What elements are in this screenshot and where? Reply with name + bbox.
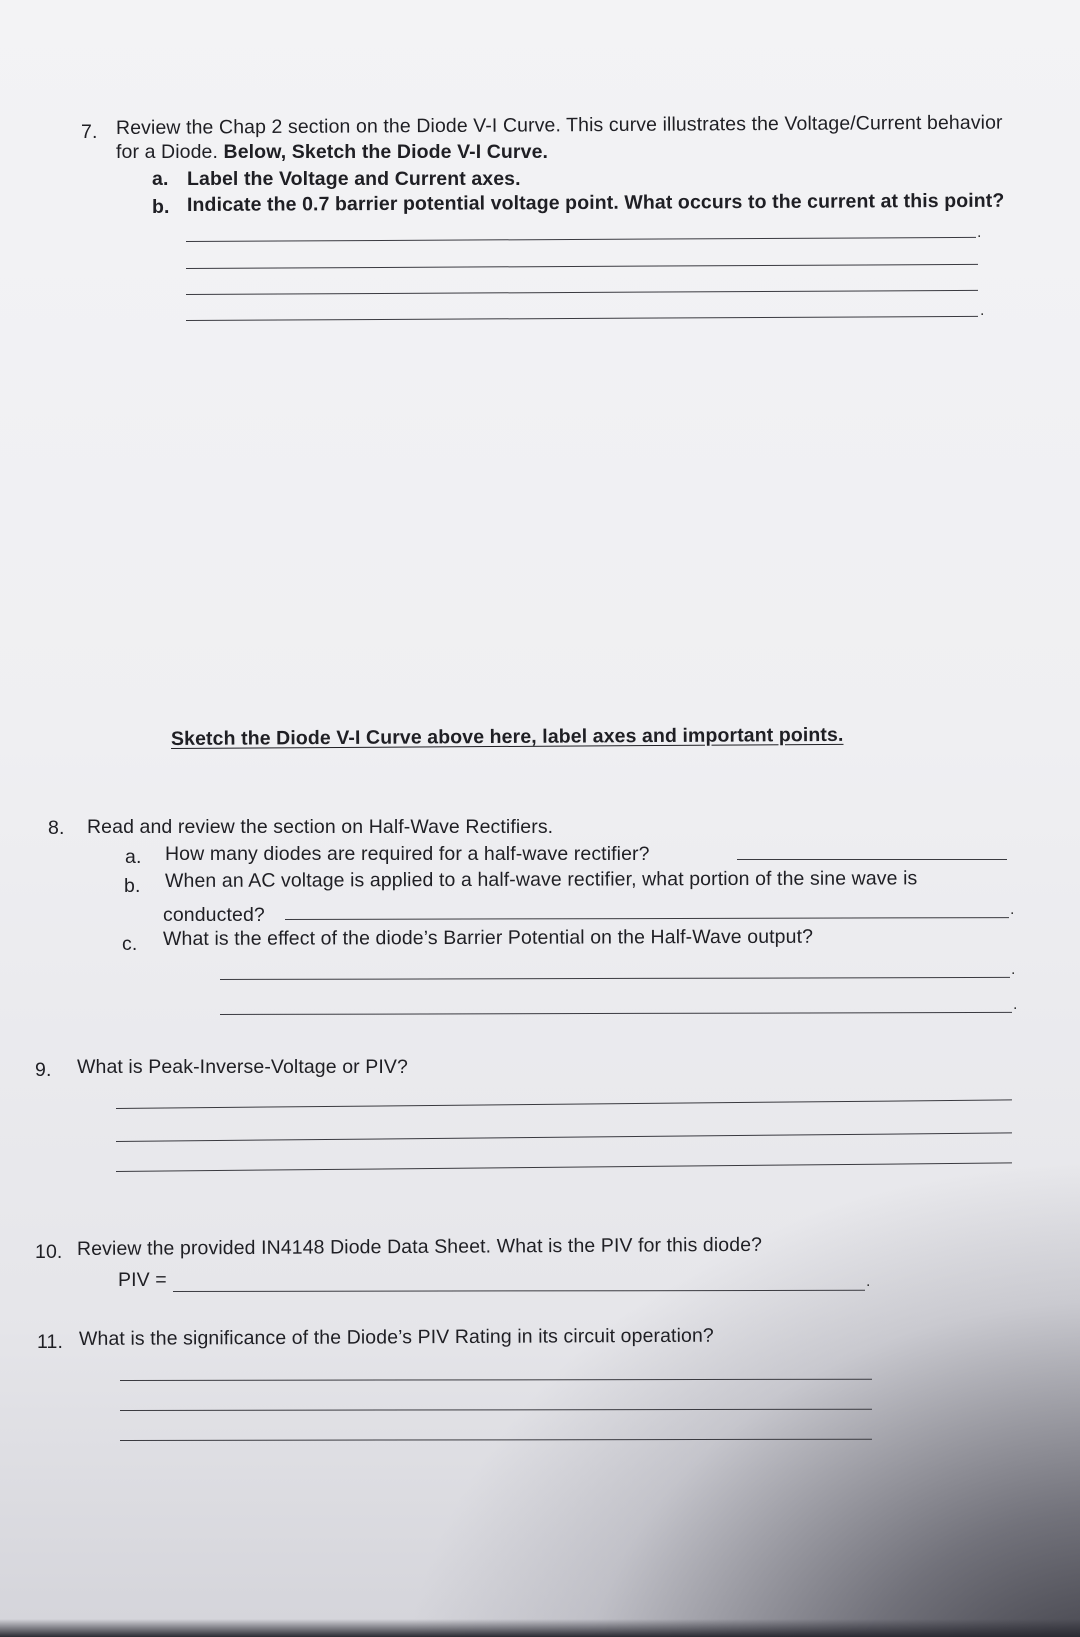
page-bottom-edge (0, 1619, 1080, 1637)
q8b-answer-period: . (1010, 901, 1015, 918)
q8a-label: a. (125, 846, 142, 868)
q9-answer-line-3[interactable] (116, 1162, 1012, 1172)
q8a-text: How many diodes are required for a half-wave rectifier? (165, 843, 650, 865)
q7-text-line2-normal: for a Diode. (116, 141, 224, 163)
q8c-answer-line-1[interactable] (220, 977, 1010, 980)
q11-text: What is the significance of the Diode’s PIV Rating in its circuit operation? (78, 1324, 714, 1350)
q7-number: 7. (81, 121, 98, 143)
q10-text: Review the provided IN4148 Diode Data Sheet. What is the PIV for this diode? (76, 1233, 763, 1260)
q8c-answer-period-1: . (1011, 961, 1016, 978)
q8-text: Read and review the section on Half-Wave Rectifiers. (87, 816, 554, 838)
q7a-text: Label the Voltage and Current axes. (187, 168, 521, 190)
q11-number: 11. (37, 1331, 63, 1353)
q11-answer-line-1[interactable] (120, 1379, 872, 1381)
q9-answer-line-2[interactable] (116, 1132, 1012, 1142)
q8c-text: What is the effect of the diode’s Barrier Potential on the Half-Wave output? (162, 925, 814, 950)
q8-number: 8. (48, 817, 65, 839)
q8a-answer-line[interactable] (737, 859, 1007, 860)
sketch-area[interactable] (120, 330, 980, 710)
q7b-answer-line-4[interactable] (186, 316, 978, 321)
q8b-text-cont: conducted? (163, 904, 265, 926)
q8c-label: c. (122, 933, 138, 955)
q10-piv-answer-line[interactable] (173, 1290, 865, 1292)
q10-number: 10. (35, 1241, 63, 1263)
q8b-answer-line[interactable] (285, 917, 1009, 920)
q10-piv-label: PIV = (118, 1269, 167, 1291)
q8b-label: b. (124, 875, 141, 897)
q9-text: What is Peak-Inverse-Voltage or PIV? (77, 1056, 408, 1078)
q7b-text: Indicate the 0.7 barrier potential voltage point. What occurs to the current at this point? (186, 189, 1005, 216)
q7b-answer-line-3[interactable] (186, 290, 978, 295)
q7b-answer-period-4: . (980, 302, 985, 319)
q10-answer-period: . (866, 1273, 871, 1290)
q11-answer-line-2[interactable] (120, 1409, 872, 1411)
q11-answer-line-3[interactable] (120, 1439, 872, 1441)
sketch-caption: Sketch the Diode V-I Curve above here, label axes and important points. (170, 723, 844, 750)
q7-text-line2-bold: Below, Sketch the Diode V-I Curve. (223, 141, 549, 163)
q7-text-line1: Review the Chap 2 section on the Diode V-I Curve. This curve illustrates the Voltage/Current behavior (115, 111, 1003, 139)
q9-number: 9. (35, 1059, 52, 1081)
q8b-text: When an AC voltage is applied to a half-wave rectifier, what portion of the sine wave is (164, 867, 918, 892)
q7b-answer-period-1: . (977, 224, 982, 241)
q7b-answer-line-2[interactable] (186, 264, 978, 269)
q7b-answer-line-1[interactable] (186, 237, 976, 242)
q8c-answer-period-2: . (1013, 996, 1018, 1013)
q8c-answer-line-2[interactable] (220, 1012, 1012, 1015)
q7a-label: a. (152, 168, 169, 190)
q7-text-line2 (116, 140, 548, 164)
q9-answer-line-1[interactable] (116, 1099, 1012, 1109)
q7b-label: b. (152, 196, 170, 218)
